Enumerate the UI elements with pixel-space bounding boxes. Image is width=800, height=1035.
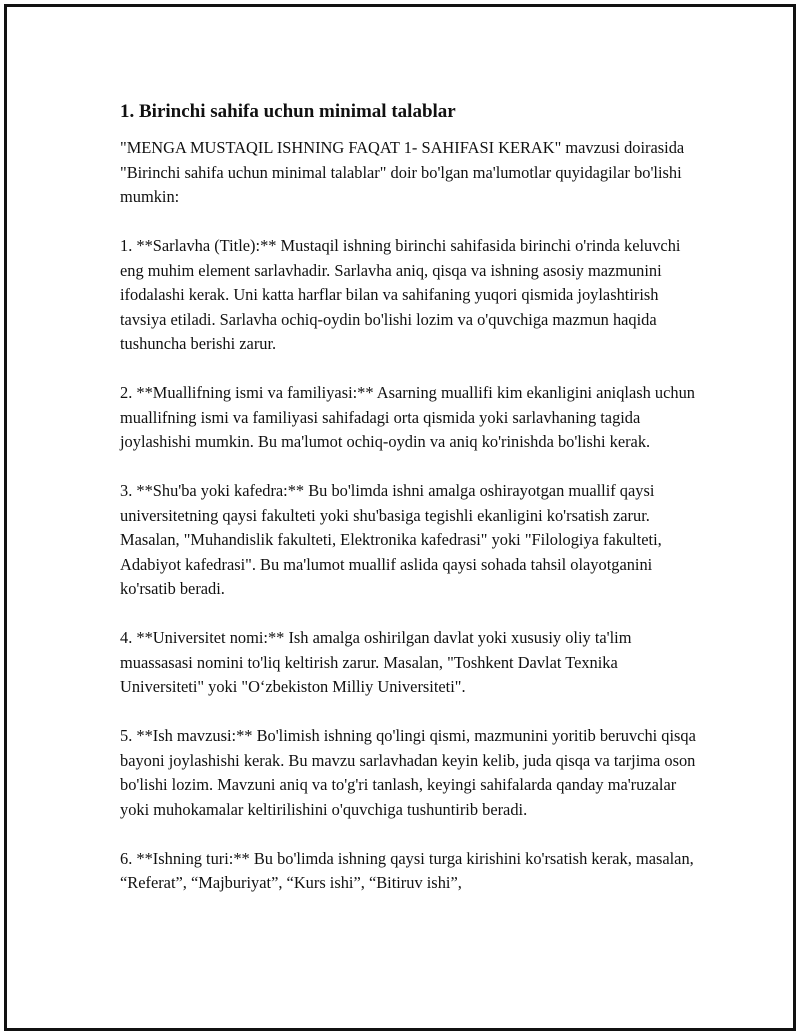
intro-paragraph: "MENGA MUSTAQIL ISHNING FAQAT 1- SAHIFASI KERAK" mavzusi doirasida "Birinchi sahifa uchun minimal talablar" doir bo'lgan ma'lumotlar quyidagilar bo'lishi mumkin: [120, 138, 685, 206]
section-heading: 1. Birinchi sahifa uchun minimal talablar [120, 101, 456, 122]
page-frame [4, 4, 796, 1031]
paragraph-author-name: 2. **Muallifning ismi va familiyasi:** Asarning muallifi kim ekanligini aniqlash uchun muallifning ismi va familiyasi sahifadagi orta qismida yoki sarlavhaning tagida joylashishi mumkin. Bu ma'lumot ochiq-oydin va aniq ko'rinishda bo'lishi kerak. [120, 383, 695, 451]
document-body [120, 99, 700, 920]
paragraph-work-type: 6. **Ishning turi:** Bu bo'limda ishning qaysi turga kirishini ko'rsatish kerak, masalan, “Referat”, “Majburiyat”, “Kurs ishi”, “Bitiruv ishi”, [120, 848, 694, 892]
paragraph-department: 3. **Shu'ba yoki kafedra:** Bu bo'limda ishni amalga oshirayotgan muallif qaysi universitetning qaysi fakulteti yoki shu'basiga tegishli ekanligini ko'rsatish zarur. Masalan, "Muhandislik fakulteti, Elektronika kafedrasi" yoki "Filologiya fakulteti, Adabiyot kafedrasi". Bu ma'lumot muallif aslida qaysi sohada tahsil olayotganini ko'rsatib beradi. [120, 481, 662, 598]
paragraph-work-topic: 5. **Ish mavzusi:** Bo'limish ishning qo'lingi qismi, mazmunini yoritib beruvchi qisqa bayoni joylashishi kerak. Bu mavzu sarlavhadan keyin kelib, juda qisqa va tarjima oson bo'lishi lozim. Mavzuni aniq va to'g'ri tanlash, keyingi sahifalarda qanday ma'ruzalar yoki muhokamalar keltirilishini o'quvchiga tushuntirib beradi. [120, 726, 696, 819]
paragraph-university-name: 4. **Universitet nomi:** Ish amalga oshirilgan davlat yoki xususiy oliy ta'lim muassasasi nomini to'liq keltirish zarur. Masalan, "Toshkent Davlat Texnika Universiteti" yoki "O‘zbekiston Milliy Universiteti". [120, 628, 632, 696]
paragraph-title-requirement: 1. **Sarlavha (Title):** Mustaqil ishning birinchi sahifasida birinchi o'rinda keluvchi eng muhim element sarlavhadir. Sarlavha aniq, qisqa va ishning asosiy mazmunini ifodalashi kerak. Uni katta harflar bilan va sahifaning yuqori qismida joylashtirish tavsiya etiladi. Sarlavha ochiq-oydin bo'lishi lozim va o'quvchiga mazmun haqida tushuncha berishi zarur. [120, 236, 681, 353]
